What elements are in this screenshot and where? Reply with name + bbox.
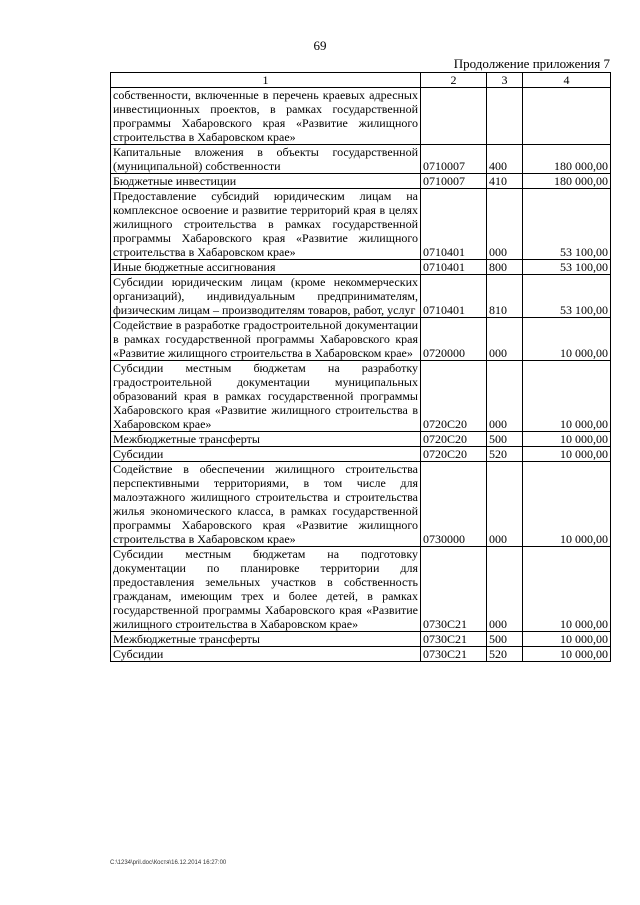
row-amount-cell: 10 000,00 xyxy=(523,432,611,447)
row-amount-cell: 53 100,00 xyxy=(523,260,611,275)
row-vr-cell: 520 xyxy=(487,447,523,462)
table-row xyxy=(111,318,611,361)
table-row xyxy=(111,547,611,632)
row-code-cell xyxy=(421,88,487,145)
row-vr-cell xyxy=(487,88,523,145)
row-code-cell: 0710401 xyxy=(421,260,487,275)
table-row xyxy=(111,462,611,547)
row-name-cell: собственности, включенные в перечень краевых адресных инвестиционных проектов, в рамках государственной программы Хабаровского края «Развитие жилищного строительства в Хабаровском крае» xyxy=(111,88,421,145)
row-code-cell: 0710401 xyxy=(421,275,487,318)
row-amount-cell: 10 000,00 xyxy=(523,647,611,662)
row-amount-cell: 10 000,00 xyxy=(523,361,611,432)
row-vr-cell: 410 xyxy=(487,174,523,189)
header-cell: 2 xyxy=(421,73,487,88)
row-name-cell: Капитальные вложения в объекты государственной (муниципальной) собственности xyxy=(111,145,421,174)
row-amount-cell: 180 000,00 xyxy=(523,174,611,189)
table-row xyxy=(111,361,611,432)
row-amount-cell: 53 100,00 xyxy=(523,189,611,260)
row-vr-cell: 520 xyxy=(487,647,523,662)
row-name-cell: Субсидии xyxy=(111,647,421,662)
table-row xyxy=(111,275,611,318)
row-code-cell: 0710007 xyxy=(421,174,487,189)
row-amount-cell: 10 000,00 xyxy=(523,547,611,632)
row-name-cell: Субсидии местным бюджетам на разработку градостроительной документации муниципальных образований края в рамках государственной программы Хабаровского края «Развитие жилищного строительства в Хабаровском крае» xyxy=(111,361,421,432)
row-vr-cell: 000 xyxy=(487,547,523,632)
row-amount-cell: 10 000,00 xyxy=(523,318,611,361)
row-code-cell: 0720С20 xyxy=(421,361,487,432)
row-code-cell: 0730С21 xyxy=(421,547,487,632)
row-amount-cell: 10 000,00 xyxy=(523,462,611,547)
row-vr-cell: 000 xyxy=(487,462,523,547)
row-name-cell: Субсидии местным бюджетам на подготовку документации по планировке территории для предоставления земельных участков в собственность гражданам, имеющим трех и более детей, в рамках государственной программы Хабаровского края «Развитие жилищного строительства в Хабаровском крае» xyxy=(111,547,421,632)
row-code-cell: 0720С20 xyxy=(421,432,487,447)
row-vr-cell: 000 xyxy=(487,318,523,361)
row-name-cell: Межбюджетные трансферты xyxy=(111,632,421,647)
row-vr-cell: 000 xyxy=(487,361,523,432)
row-name-cell: Содействие в обеспечении жилищного строительства перспективными территориями, в том числе для малоэтажного жилищного строительства и строительства жилья экономического класса, в рамках государственной программы Хабаровского края «Развитие жилищного строительства в Хабаровском крае» xyxy=(111,462,421,547)
table-row xyxy=(111,174,611,189)
row-name-cell: Бюджетные инвестиции xyxy=(111,174,421,189)
row-name-cell: Предоставление субсидий юридическим лицам на комплексное освоение и развитие территорий края в целях жилищного строительства в рамках государственной программы Хабаровского края «Развитие жилищного строительства в Хабаровском крае» xyxy=(111,189,421,260)
row-amount-cell: 180 000,00 xyxy=(523,145,611,174)
header-cell: 1 xyxy=(111,73,421,88)
table-row xyxy=(111,88,611,145)
row-name-cell: Субсидии юридическим лицам (кроме некоммерческих организаций), индивидуальным предпринимателям, физическим лицам – производителям товаров, работ, услуг xyxy=(111,275,421,318)
row-amount-cell xyxy=(523,88,611,145)
table-row xyxy=(111,632,611,647)
table-row xyxy=(111,647,611,662)
table-header-row xyxy=(111,73,611,88)
row-amount-cell: 10 000,00 xyxy=(523,632,611,647)
budget-table xyxy=(110,72,611,662)
row-name-cell: Субсидии xyxy=(111,447,421,462)
row-code-cell: 0730С21 xyxy=(421,632,487,647)
header-cell: 3 xyxy=(487,73,523,88)
table-row xyxy=(111,260,611,275)
row-code-cell: 0730000 xyxy=(421,462,487,547)
row-code-cell: 0730С21 xyxy=(421,647,487,662)
page-number: 69 xyxy=(313,38,327,53)
file-path-footer: C:\1234\pril.doc\Костя\16.12.2014 16:27:00 xyxy=(110,860,227,866)
row-vr-cell: 000 xyxy=(487,189,523,260)
header-cell: 4 xyxy=(523,73,611,88)
row-name-cell: Межбюджетные трансферты xyxy=(111,432,421,447)
row-vr-cell: 810 xyxy=(487,275,523,318)
row-vr-cell: 400 xyxy=(487,145,523,174)
row-amount-cell: 10 000,00 xyxy=(523,447,611,462)
row-vr-cell: 800 xyxy=(487,260,523,275)
table-row xyxy=(111,432,611,447)
table-row xyxy=(111,447,611,462)
row-code-cell: 0710007 xyxy=(421,145,487,174)
row-vr-cell: 500 xyxy=(487,632,523,647)
row-name-cell: Содействие в разработке градостроительной документации в рамках государственной программы Хабаровского края «Развитие жилищного строительства в Хабаровском крае» xyxy=(111,318,421,361)
row-name-cell: Иные бюджетные ассигнования xyxy=(111,260,421,275)
row-code-cell: 0720000 xyxy=(421,318,487,361)
appendix-caption: Продолжение приложения 7 xyxy=(453,56,610,71)
row-code-cell: 0720С20 xyxy=(421,447,487,462)
row-vr-cell: 500 xyxy=(487,432,523,447)
table-row xyxy=(111,145,611,174)
table-row xyxy=(111,189,611,260)
row-amount-cell: 53 100,00 xyxy=(523,275,611,318)
row-code-cell: 0710401 xyxy=(421,189,487,260)
